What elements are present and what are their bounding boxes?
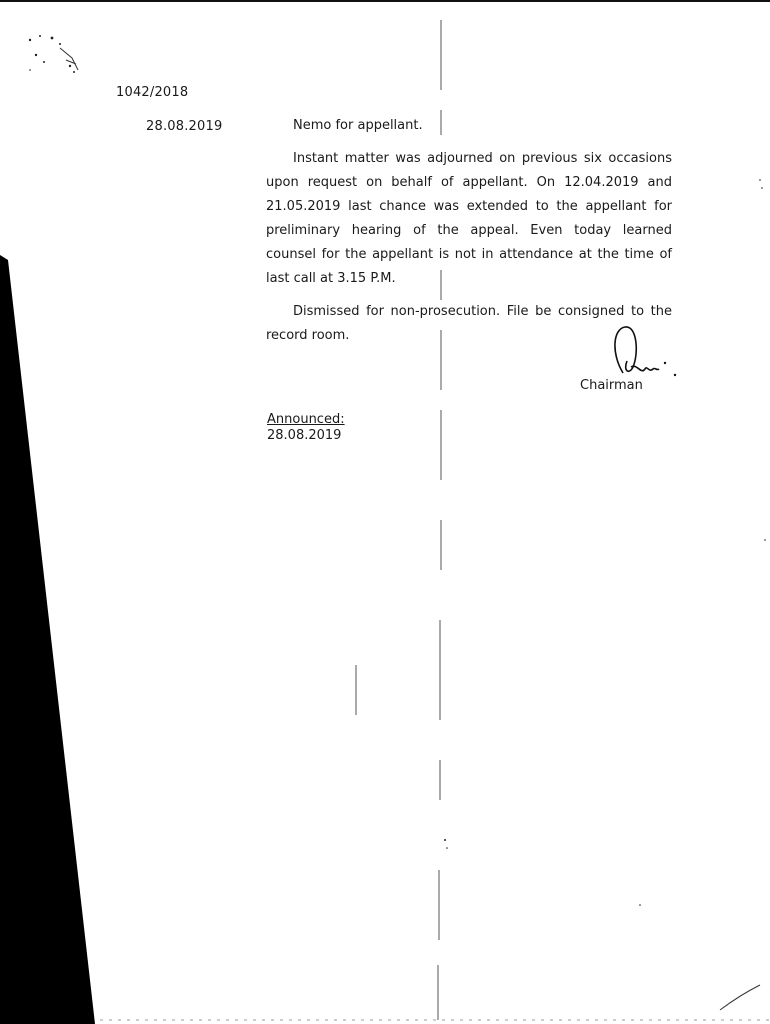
case-number: 1042/2018 — [116, 85, 189, 100]
chairman-signature — [603, 323, 683, 383]
order-paragraph-3: Dismissed for non-prosecution. File be consigned to the record room. — [266, 304, 672, 343]
signatory-title: Chairman — [580, 378, 643, 393]
order-paragraph-1: Nemo for appellant. — [293, 118, 423, 133]
order-date: 28.08.2019 — [146, 119, 223, 134]
announced-label: Announced: — [267, 412, 345, 427]
announced-date: 28.08.2019 — [267, 428, 342, 443]
order-paragraph-2: Instant matter was adjourned on previous six occasions upon request on behalf of appellant. On 12.04.2019 and 21.05.2019 last chance was extended to the appellant for preliminary hearing of the appeal. Even today learned counsel for the appellant is not in attendance at the time of last call at 3.15 P.M. — [266, 151, 672, 286]
